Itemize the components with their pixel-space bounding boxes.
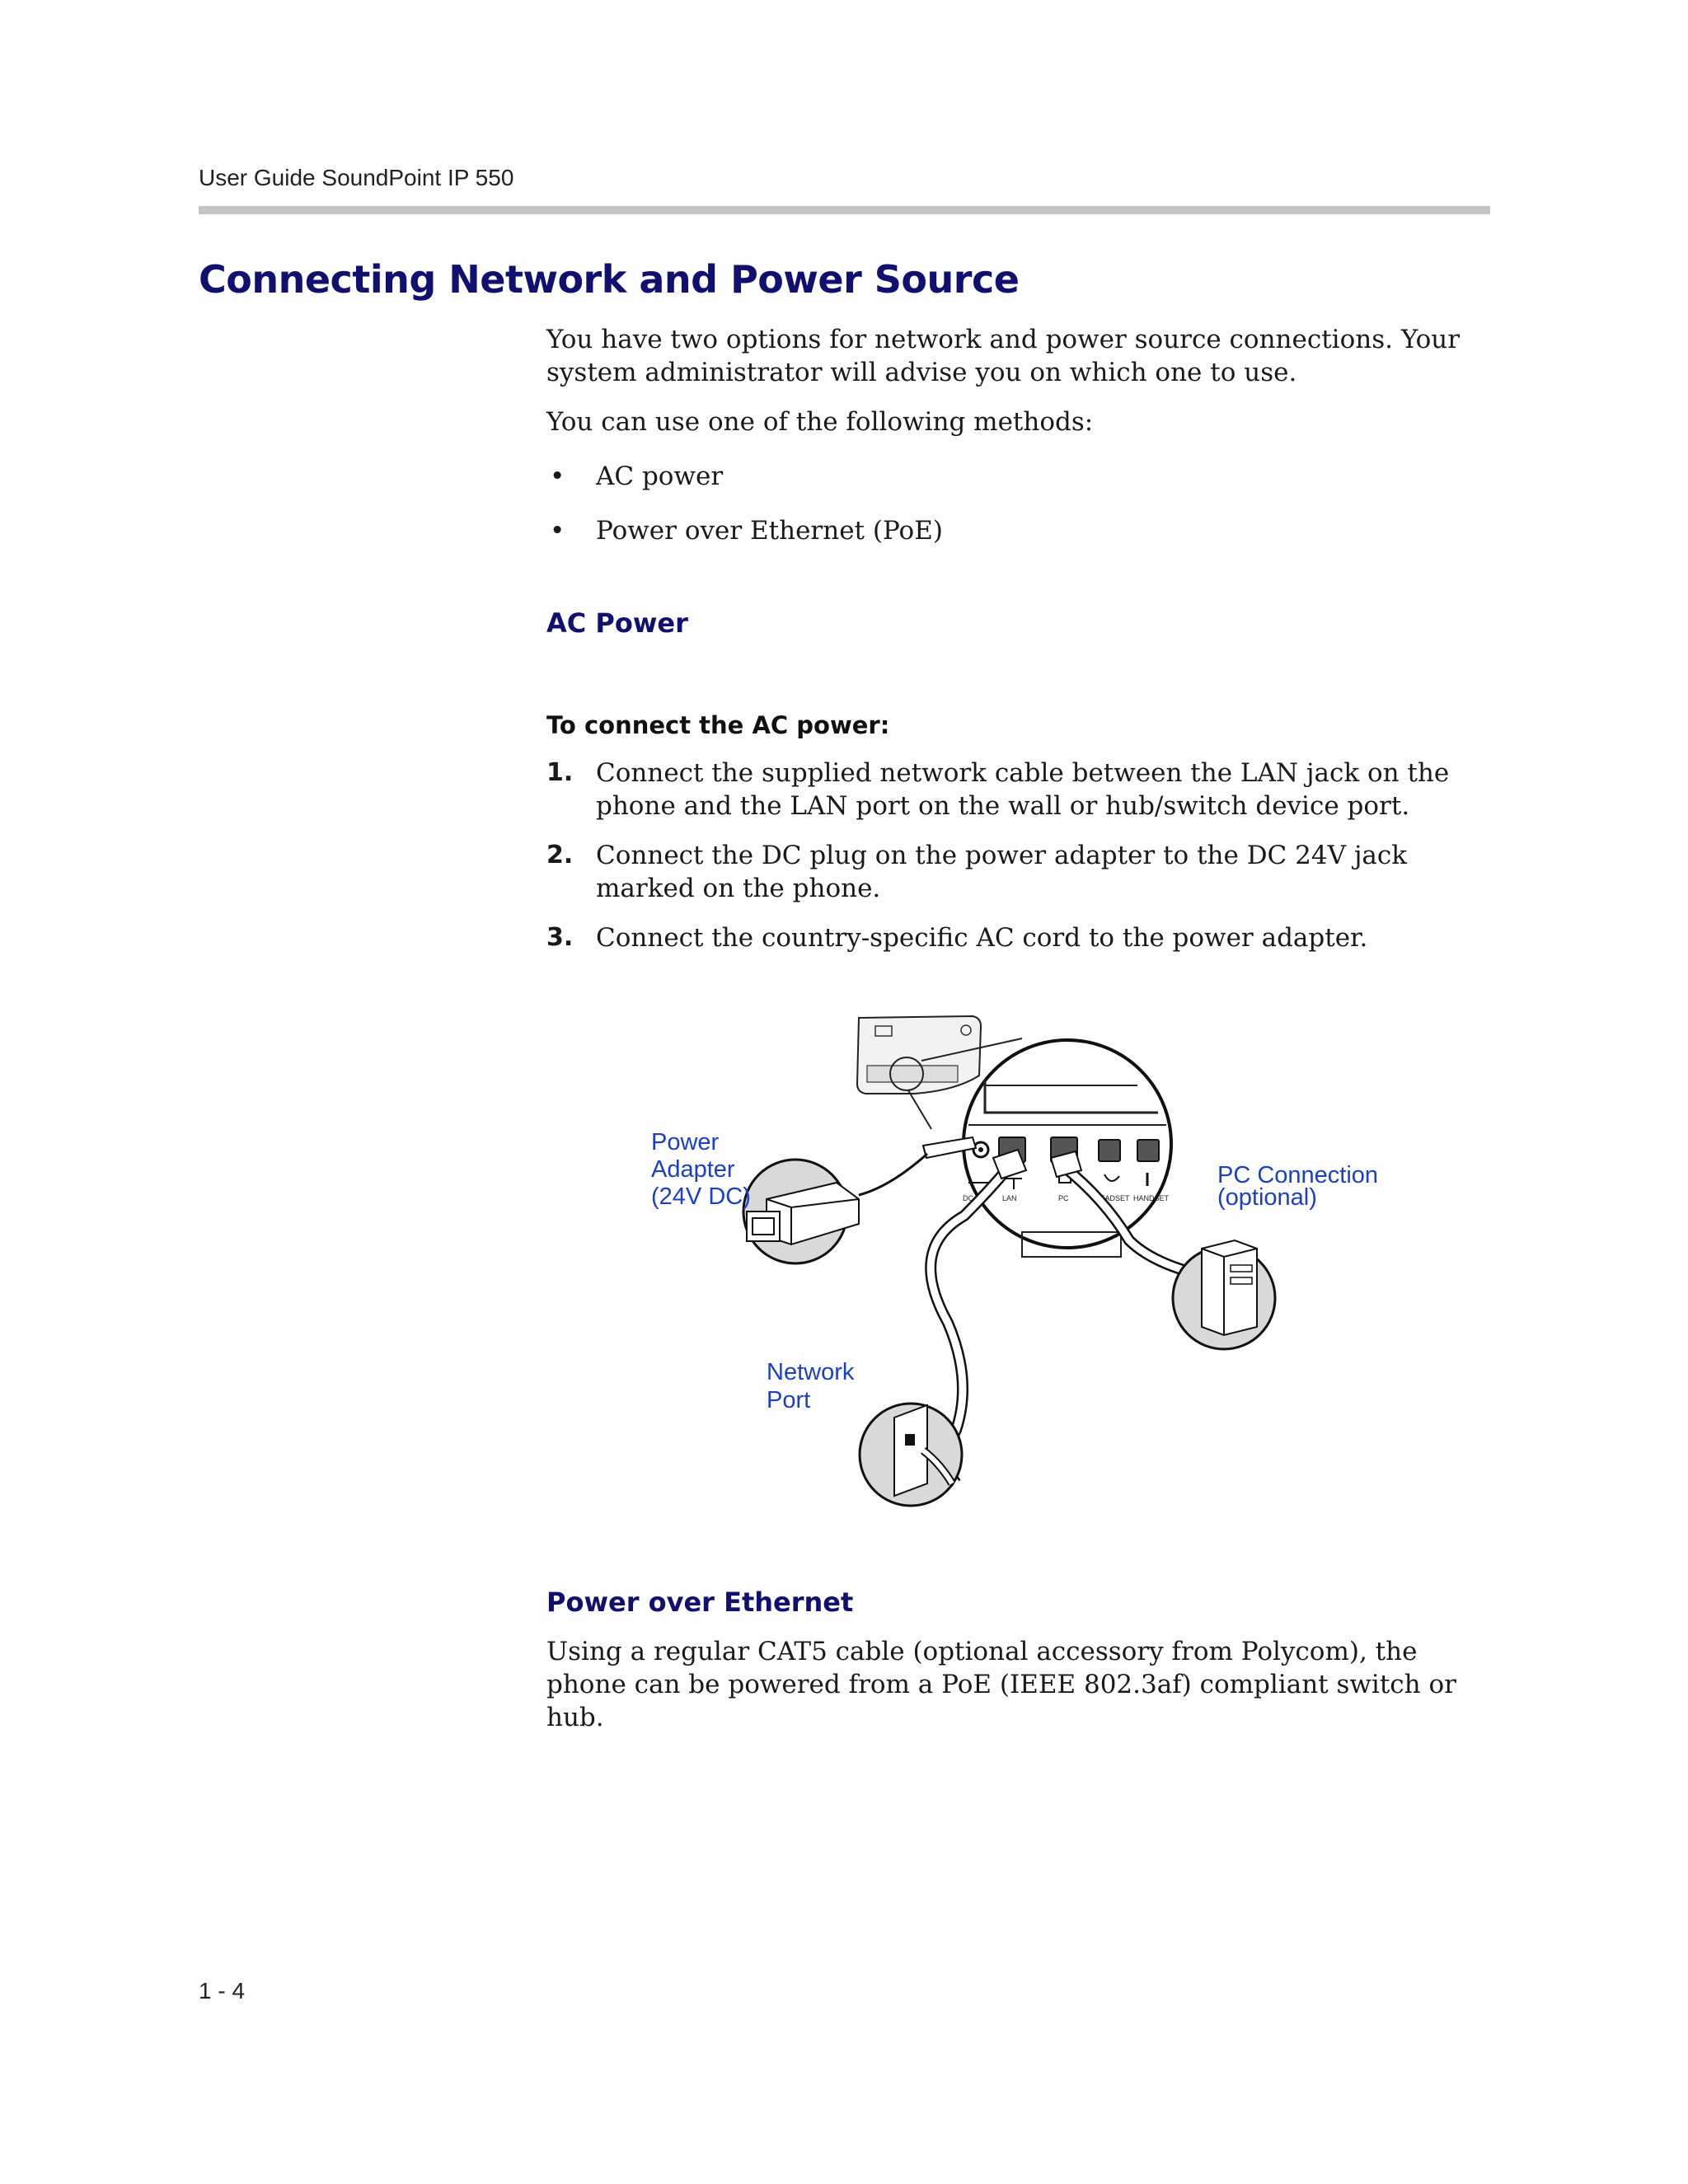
pc-computer-icon xyxy=(1173,1240,1275,1349)
wall-port-icon xyxy=(860,1404,962,1506)
ac-power-heading: AC Power xyxy=(546,607,688,639)
step-number: 3. xyxy=(546,923,574,952)
step-text: Connect the supplied network cable between the LAN jack on the phone and the LAN port on the wall or hub/switch device port. xyxy=(596,758,1450,821)
running-header: User Guide SoundPoint IP 550 xyxy=(199,165,514,190)
step-number: 1. xyxy=(546,758,574,787)
list-item-text: AC power xyxy=(596,462,724,491)
label-power-adapter-line3: (24V DC) xyxy=(651,1183,751,1210)
port-label-headset: HEADSET xyxy=(1095,1194,1130,1202)
poe-heading: Power over Ethernet xyxy=(546,1586,854,1618)
bullet-icon: • xyxy=(550,516,565,546)
label-power-adapter-line1: Power xyxy=(651,1129,720,1155)
page-number: 1 - 4 xyxy=(199,1978,246,2004)
intro-paragraph: You have two options for network and power source connections. Your system administrator will advise you on which one to use. xyxy=(546,325,1461,387)
bullet-icon: • xyxy=(550,462,565,491)
procedure-title: To connect the AC power: xyxy=(546,711,890,739)
connection-diagram xyxy=(643,1001,1401,1521)
step-text: Connect the country-specific AC cord to the power adapter. xyxy=(596,923,1368,953)
port-label-dc: DC 24V xyxy=(963,1194,989,1202)
port-label-pc: PC xyxy=(1058,1194,1069,1202)
poe-paragraph: Using a regular CAT5 cable (optional accessory from Polycom), the phone can be powered from a PoE (IEEE 802.3af) compliant switch or hub. xyxy=(546,1637,1456,1732)
port-label-lan: LAN xyxy=(1002,1194,1017,1202)
label-network-port-line2: Port xyxy=(767,1387,811,1413)
label-pc-connection-line1: PC Connection xyxy=(1217,1162,1379,1188)
list-item-text: Power over Ethernet (PoE) xyxy=(596,516,943,546)
label-pc-connection-line2: (optional) xyxy=(1217,1184,1317,1211)
port-panel-zoom xyxy=(963,1040,1171,1257)
header-rule xyxy=(199,206,1490,214)
label-network-port-line1: Network xyxy=(767,1359,855,1385)
page-title: Connecting Network and Power Source xyxy=(199,257,1020,302)
phone-back-icon xyxy=(857,1016,981,1094)
power-adapter-icon xyxy=(743,1154,927,1263)
methods-lead: You can use one of the following methods: xyxy=(546,407,1094,437)
label-power-adapter-line2: Adapter xyxy=(651,1156,735,1183)
port-label-handset: HANDSET xyxy=(1133,1194,1170,1202)
step-text: Connect the DC plug on the power adapter to the DC 24V jack marked on the phone. xyxy=(596,841,1408,903)
step-number: 2. xyxy=(546,841,574,869)
